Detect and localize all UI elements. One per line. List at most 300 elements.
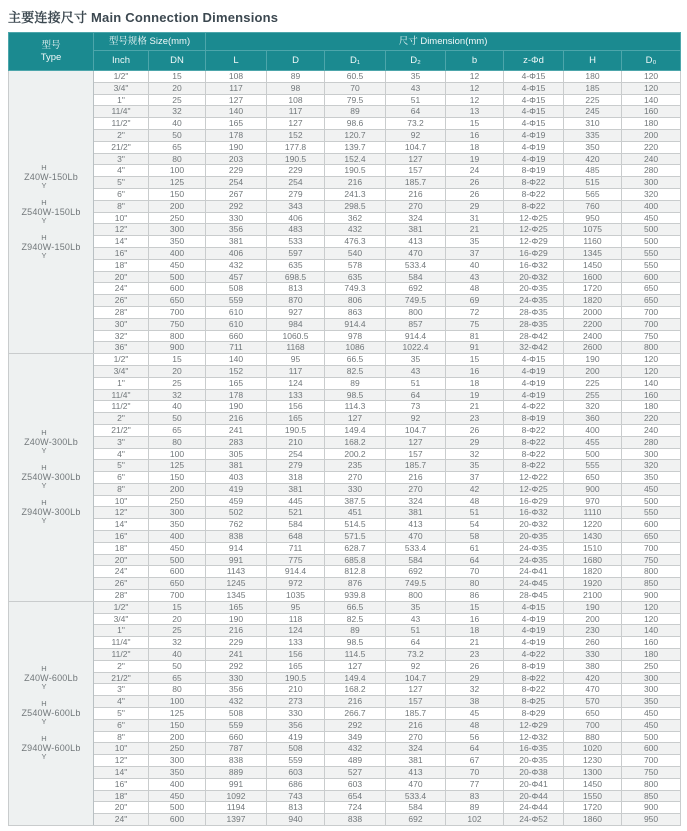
data-cell: 40 [149,649,206,661]
data-cell: 225 [564,94,622,106]
data-cell: 650 [149,578,206,590]
data-cell: 35 [386,601,446,613]
data-cell: 200 [622,129,681,141]
data-cell: 700 [622,306,681,318]
data-cell: 160 [622,106,681,118]
data-cell: 559 [206,295,267,307]
data-cell: 584 [386,554,446,566]
data-cell: 15 [149,601,206,613]
data-cell: 67 [446,755,504,767]
data-cell: 190 [206,141,267,153]
data-cell: 250 [622,660,681,672]
data-cell: 400 [149,247,206,259]
data-cell: 104.7 [386,672,446,684]
header-row-columns [9,51,681,71]
data-cell: 150 [149,188,206,200]
data-cell: 73 [386,401,446,413]
data-cell: 43 [446,271,504,283]
data-cell: 700 [622,318,681,330]
data-cell: 245 [564,106,622,118]
data-cell: 806 [325,295,386,307]
data-cell: 584 [267,519,325,531]
inch-cell: 6" [94,719,149,731]
data-cell: 800 [622,778,681,790]
data-cell: 8-Φ22 [504,436,564,448]
data-cell: 1600 [564,271,622,283]
data-cell: 914.4 [267,566,325,578]
table-row [9,696,681,708]
data-cell: 20-Φ35 [504,283,564,295]
data-cell: 20-Φ35 [504,755,564,767]
data-cell: 381 [206,460,267,472]
data-cell: 850 [622,578,681,590]
data-cell: 800 [386,590,446,602]
data-cell: 320 [622,188,681,200]
model-name: Z40W-600Lb [24,673,78,684]
data-cell: 12-Φ22 [504,472,564,484]
inch-cell: 1" [94,625,149,637]
data-cell: 229 [206,165,267,177]
table-row [9,106,681,118]
data-cell: 241.3 [325,188,386,200]
data-cell: 32 [446,448,504,460]
model-top: H [41,233,47,243]
data-cell: 8-Φ22 [504,448,564,460]
data-cell: 108 [267,94,325,106]
data-cell: 168.2 [325,436,386,448]
data-cell: 21 [446,224,504,236]
data-cell: 900 [149,342,206,354]
table-row [9,177,681,189]
inch-cell: 26" [94,295,149,307]
data-cell: 42 [446,483,504,495]
data-cell: 533.4 [386,259,446,271]
data-cell: 229 [206,637,267,649]
data-cell: 216 [325,177,386,189]
data-cell: 1450 [564,259,622,271]
table-row [9,460,681,472]
data-cell: 514.5 [325,519,386,531]
data-cell: 29 [446,672,504,684]
data-cell: 15 [446,601,504,613]
data-cell: 139.7 [325,141,386,153]
data-cell: 628.7 [325,542,386,554]
data-cell: 140 [622,625,681,637]
data-cell: 292 [206,200,267,212]
data-cell: 190.5 [267,153,325,165]
table-row [9,708,681,720]
data-cell: 178 [206,129,267,141]
table-row [9,625,681,637]
data-cell: 1345 [564,247,622,259]
col-header-d: D [267,51,325,71]
data-cell: 26 [446,177,504,189]
data-cell: 2400 [564,330,622,342]
data-cell: 335 [564,129,622,141]
data-cell: 650 [622,283,681,295]
data-cell: 420 [564,153,622,165]
data-cell: 118 [267,613,325,625]
data-cell: 1345 [206,590,267,602]
data-cell: 451 [325,507,386,519]
data-cell: 12-Φ25 [504,483,564,495]
data-cell: 127 [206,94,267,106]
data-cell: 838 [206,755,267,767]
data-cell: 75 [446,318,504,330]
data-cell: 32 [149,637,206,649]
data-cell: 216 [386,719,446,731]
data-cell: 603 [267,767,325,779]
inch-cell: 11/2" [94,118,149,130]
header-dimension-group: 尺寸 Dimension(mm) [206,33,681,51]
table-row [9,389,681,401]
data-cell: 16 [446,365,504,377]
table-row [9,424,681,436]
data-cell: 4-Φ15 [504,71,564,83]
data-cell: 32-Φ42 [504,342,564,354]
data-cell: 597 [267,247,325,259]
inch-cell: 2" [94,129,149,141]
inch-cell: 10" [94,495,149,507]
type-cell [9,71,94,354]
data-cell: 1245 [206,578,267,590]
data-cell: 156 [267,649,325,661]
data-cell: 1430 [564,531,622,543]
data-cell: 970 [564,495,622,507]
data-cell: 31 [446,212,504,224]
data-cell: 1720 [564,283,622,295]
data-cell: 4-Φ19 [504,389,564,401]
data-cell: 32 [446,684,504,696]
inch-cell: 8" [94,731,149,743]
data-cell: 450 [149,542,206,554]
data-cell: 12 [446,82,504,94]
data-cell: 64 [446,554,504,566]
data-cell: 330 [206,672,267,684]
data-cell: 20-Φ35 [504,531,564,543]
data-cell: 127 [386,436,446,448]
data-cell: 15 [446,354,504,366]
col-header-l: L [206,51,267,71]
data-cell: 318 [267,472,325,484]
data-cell: 515 [564,177,622,189]
data-cell: 127 [386,153,446,165]
data-cell: 914.4 [325,318,386,330]
data-cell: 300 [622,684,681,696]
data-cell: 48 [446,719,504,731]
inch-cell: 1/2" [94,354,149,366]
data-cell: 12-Φ29 [504,236,564,248]
model-label [21,735,80,761]
data-cell: 120 [622,365,681,377]
data-cell: 73.2 [386,118,446,130]
data-cell: 8-Φ19 [504,660,564,672]
data-cell: 8-Φ22 [504,200,564,212]
data-cell: 125 [149,708,206,720]
data-cell: 20 [149,613,206,625]
data-cell: 83 [446,790,504,802]
data-cell: 73.2 [386,649,446,661]
data-cell: 150 [149,472,206,484]
data-cell: 241 [206,649,267,661]
data-cell: 508 [267,743,325,755]
data-cell: 80 [149,153,206,165]
data-cell: 254 [267,448,325,460]
table-row [9,200,681,212]
data-cell: 43 [386,82,446,94]
model-bottom: Y [41,516,47,526]
data-cell: 711 [267,542,325,554]
data-cell: 127 [386,684,446,696]
data-cell: 240 [622,153,681,165]
data-cell: 24-Φ35 [504,295,564,307]
data-cell: 654 [325,790,386,802]
data-cell: 521 [267,507,325,519]
data-cell: 98.5 [325,389,386,401]
table-row [9,401,681,413]
header-type-zh: 型号 [41,39,61,51]
data-cell: 72 [446,306,504,318]
data-cell: 280 [622,165,681,177]
inch-cell: 16" [94,531,149,543]
model-bottom: Y [41,181,47,191]
data-cell: 16 [446,613,504,625]
table-row [9,495,681,507]
data-cell: 4-Φ22 [504,649,564,661]
data-cell: 254 [206,177,267,189]
data-cell: 279 [267,188,325,200]
data-cell: 24 [446,165,504,177]
data-cell: 254 [267,177,325,189]
data-cell: 241 [206,424,267,436]
data-cell: 102 [446,814,504,826]
data-cell: 165 [206,601,267,613]
table-row [9,684,681,696]
data-cell: 686 [267,778,325,790]
data-cell: 98 [267,82,325,94]
data-cell: 81 [446,330,504,342]
data-cell: 1160 [564,236,622,248]
col-header-h: H [564,51,622,71]
data-cell: 1022.4 [386,342,446,354]
inch-cell: 18" [94,542,149,554]
data-cell: 550 [622,259,681,271]
data-cell: 420 [564,672,622,684]
data-cell: 200 [564,365,622,377]
data-cell: 38 [446,696,504,708]
data-cell: 190 [564,354,622,366]
header-row-groups [9,33,681,51]
data-cell: 650 [149,295,206,307]
data-cell: 270 [386,731,446,743]
data-cell: 20-Φ41 [504,778,564,790]
data-cell: 8-Φ22 [504,188,564,200]
data-cell: 20-Φ32 [504,519,564,531]
data-cell: 292 [206,660,267,672]
data-cell: 20 [149,82,206,94]
data-cell: 787 [206,743,267,755]
data-cell: 16-Φ32 [504,507,564,519]
data-cell: 660 [206,731,267,743]
data-cell: 800 [386,306,446,318]
data-cell: 220 [622,413,681,425]
data-cell: 152.4 [325,153,386,165]
data-cell: 4-Φ19 [504,129,564,141]
data-cell: 711 [206,342,267,354]
data-cell: 4-Φ19 [504,365,564,377]
data-cell: 356 [206,684,267,696]
data-cell: 15 [446,118,504,130]
data-cell: 127 [325,660,386,672]
data-cell: 700 [149,306,206,318]
data-cell: 4-Φ15 [504,118,564,130]
data-cell: 160 [622,637,681,649]
inch-cell: 3/4" [94,613,149,625]
data-cell: 216 [325,696,386,708]
data-cell: 857 [386,318,446,330]
model-top: H [41,428,47,438]
data-cell: 250 [149,495,206,507]
data-cell: 387.5 [325,495,386,507]
data-cell: 26 [446,660,504,672]
data-cell: 483 [267,224,325,236]
data-cell: 300 [149,224,206,236]
data-cell: 19 [446,389,504,401]
data-cell: 230 [564,625,622,637]
data-cell: 108 [206,71,267,83]
table-row [9,790,681,802]
table-row [9,436,681,448]
table-row [9,507,681,519]
table-row [9,212,681,224]
data-cell: 413 [386,236,446,248]
inch-cell: 21/2" [94,672,149,684]
data-cell: 1035 [267,590,325,602]
data-cell: 750 [622,554,681,566]
inch-cell: 26" [94,578,149,590]
inch-cell: 8" [94,200,149,212]
data-cell: 210 [267,684,325,696]
data-cell: 270 [386,200,446,212]
data-cell: 35 [386,354,446,366]
data-cell: 445 [267,495,325,507]
table-row [9,342,681,354]
table-row [9,165,681,177]
data-cell: 724 [325,802,386,814]
data-cell: 8-Φ22 [504,672,564,684]
data-cell: 48 [446,495,504,507]
data-cell: 100 [149,696,206,708]
data-cell: 216 [206,625,267,637]
data-cell: 2600 [564,342,622,354]
data-cell: 870 [267,295,325,307]
inch-cell: 6" [94,472,149,484]
data-cell: 584 [386,271,446,283]
inch-cell: 21/2" [94,424,149,436]
data-cell: 70 [446,767,504,779]
inch-cell: 36" [94,342,149,354]
inch-cell: 1" [94,377,149,389]
inch-cell: 12" [94,755,149,767]
table-row [9,283,681,295]
data-cell: 940 [267,814,325,826]
data-cell: 43 [386,613,446,625]
data-cell: 180 [622,649,681,661]
data-cell: 8-Φ22 [504,177,564,189]
data-cell: 150 [149,719,206,731]
data-cell: 32 [149,389,206,401]
data-cell: 450 [149,790,206,802]
data-cell: 89 [325,106,386,118]
data-cell: 4-Φ15 [504,354,564,366]
col-header-dn: DN [149,51,206,71]
data-cell: 279 [267,460,325,472]
data-cell: 459 [206,495,267,507]
data-cell: 432 [206,696,267,708]
data-cell: 635 [267,259,325,271]
inch-cell: 16" [94,247,149,259]
data-cell: 4-Φ19 [504,637,564,649]
inch-cell: 32" [94,330,149,342]
data-cell: 180 [564,71,622,83]
data-cell: 350 [622,696,681,708]
data-cell: 180 [622,118,681,130]
table-row [9,377,681,389]
data-cell: 406 [206,247,267,259]
data-cell: 750 [149,318,206,330]
table-row [9,649,681,661]
data-cell: 972 [267,578,325,590]
data-cell: 800 [622,342,681,354]
data-cell: 190.5 [325,165,386,177]
data-cell: 180 [622,401,681,413]
data-cell: 23 [446,413,504,425]
data-cell: 149.4 [325,424,386,436]
data-cell: 270 [386,483,446,495]
data-cell: 117 [267,106,325,118]
data-cell: 300 [622,672,681,684]
data-cell: 185.7 [386,177,446,189]
col-header-d0: D₀ [622,51,681,71]
data-cell: 950 [622,814,681,826]
data-cell: 178 [206,389,267,401]
data-cell: 692 [386,814,446,826]
data-cell: 89 [446,802,504,814]
col-header-b: b [446,51,504,71]
header-type [9,33,94,71]
data-cell: 65 [149,672,206,684]
model-top: H [41,163,47,173]
data-cell: 8-Φ22 [504,460,564,472]
data-cell: 64 [386,106,446,118]
inch-cell: 10" [94,743,149,755]
col-header-d1: D₁ [325,51,386,71]
data-cell: 165 [206,118,267,130]
model-top: H [41,463,47,473]
data-cell: 1060.5 [267,330,325,342]
table-row [9,483,681,495]
data-cell: 18 [446,141,504,153]
data-cell: 64 [446,743,504,755]
data-cell: 1820 [564,295,622,307]
data-cell: 749.5 [386,578,446,590]
data-cell: 350 [622,472,681,484]
data-cell: 600 [149,814,206,826]
data-cell: 650 [622,531,681,543]
table-row [9,802,681,814]
data-cell: 1860 [564,814,622,826]
inch-cell: 12" [94,507,149,519]
